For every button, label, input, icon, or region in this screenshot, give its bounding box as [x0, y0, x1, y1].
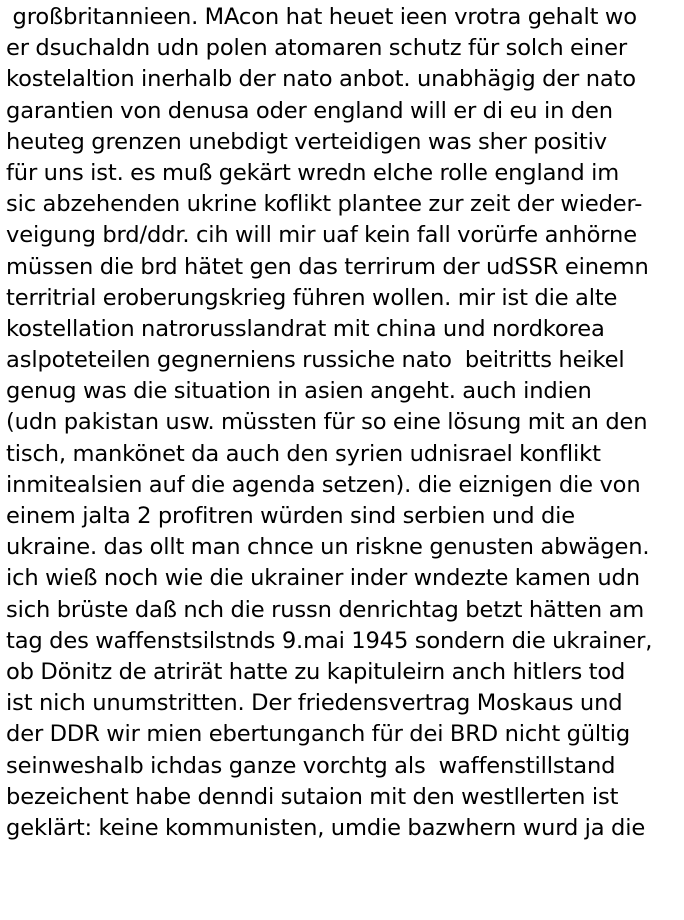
text-line: kostelaltion inerhalb der nato anbot. unabhägig der nato	[6, 66, 636, 93]
body-text	[6, 2, 682, 844]
text-line: kostellation natrorusslandrat mit china und nordkorea	[6, 315, 605, 342]
text-line: garantien von denusa oder england will er di eu in den	[6, 97, 613, 124]
text-line: großbritannieen. MAcon hat heuet ieen vrotra gehalt wo	[6, 4, 637, 30]
text-line: veigung brd/ddr. cih will mir uaf kein fall vorürfe anhörne	[6, 222, 637, 249]
text-line: ukraine. das ollt man chnce un riskne genusten abwägen.	[6, 534, 650, 561]
text-line: für uns ist. es muß gekärt wredn elche rolle england im	[6, 159, 620, 186]
text-line: (udn pakistan usw. müssten für so eine lösung mit an den	[6, 409, 648, 436]
text-line: der DDR wir mien ebertunganch für dei BRD nicht gültig	[6, 721, 631, 748]
text-line: seinweshalb ichdas ganze vorchtg als waffenstillstand	[6, 752, 616, 779]
text-line: bezeichent habe denndi sutaion mit den westllerten ist	[6, 783, 619, 810]
text-line: tag des waffenstsilstnds 9.mai 1945 sondern die ukrainer,	[6, 627, 653, 654]
text-line: er dsuchaldn udn polen atomaren schutz für solch einer	[6, 35, 627, 62]
text-line: sich brüste daß nch die russn denrichtag betzt hätten am	[6, 596, 645, 623]
text-line: sic abzehenden ukrine koflikt plantee zur zeit der wieder-	[6, 191, 643, 218]
text-line: ich wieß noch wie die ukrainer inder wndezte kamen udn	[6, 565, 640, 592]
text-line: tisch, mankönet da auch den syrien udnisrael konflikt	[6, 440, 601, 467]
text-line: geklärt: keine kommunisten, umdie bazwhern wurd ja die	[6, 814, 646, 841]
text-line: genug was die situation in asien angeht. auch indien	[6, 378, 592, 405]
text-line: aslpoteteilen gegnerniens russiche nato beitritts heikel	[6, 347, 625, 374]
text-line: müssen die brd hätet gen das terrirum der udSSR einemn	[6, 253, 649, 280]
text-line: territrial eroberungskrieg führen wollen. mir ist die alte	[6, 284, 618, 311]
text-line: inmitealsien auf die agenda setzen). die eiznigen die von	[6, 471, 641, 498]
text-line: ob Dönitz de atrirät hatte zu kapituleirn anch hitlers tod	[6, 658, 626, 685]
text-line: ist nich unumstritten. Der friedensvertrag Moskaus und	[6, 690, 623, 717]
text-line: heuteg grenzen unebdigt verteidigen was sher positiv	[6, 128, 607, 155]
text-line: einem jalta 2 profitren würden sind serbien und die	[6, 503, 576, 529]
